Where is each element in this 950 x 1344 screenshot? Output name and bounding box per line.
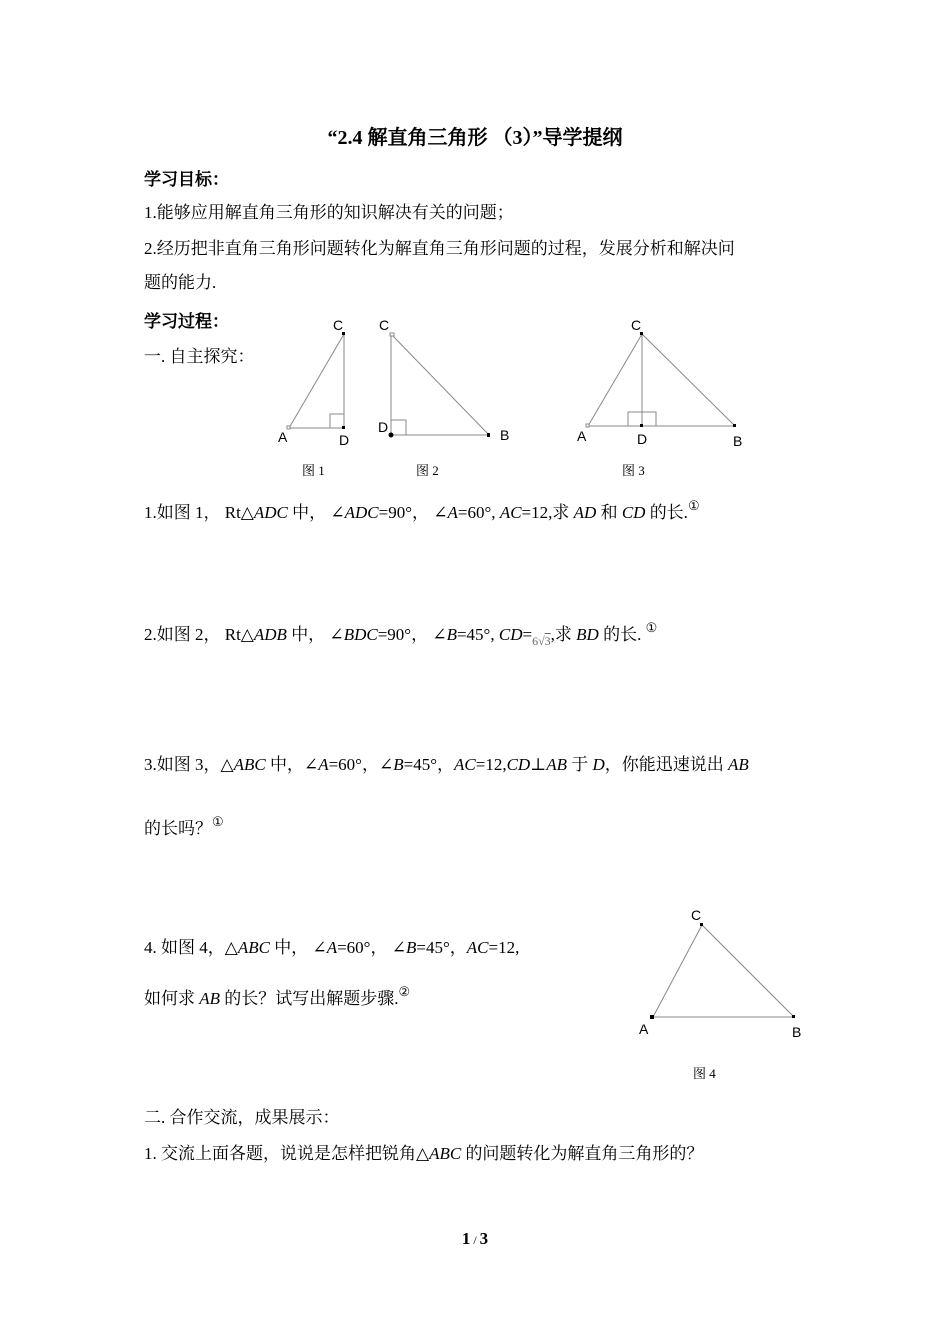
fig4-label-c: C (691, 907, 702, 923)
fig2-label-b: B (500, 427, 510, 443)
process-heading: 学习过程： (144, 312, 229, 331)
vertex-points-hollow (287, 333, 589, 429)
fig2-right-angle-mark (391, 420, 406, 435)
section-1-heading: 一. 自主探究： (144, 347, 255, 366)
difficulty-mark: ① (687, 498, 700, 513)
figure-1 (289, 334, 344, 428)
figure-3 (588, 334, 735, 426)
question-2: 2.如图 2， Rt△ADB 中， ∠BDC=90°， ∠B=45°, $CD=_{6√3}$,求 BD 的长. ① (144, 620, 658, 648)
fig4-point-c (700, 923, 703, 926)
fig3-label-b: B (733, 433, 743, 449)
fig3-label-d: D (637, 431, 648, 447)
goal-item-2-line-2: 题的能力. (144, 273, 217, 292)
question-4-line-1: 4. 如图 4，△ABC 中， ∠A=60°， ∠B=45°，AC=12, (144, 938, 520, 957)
section-2-heading: 二. 合作交流，成果展示： (144, 1108, 340, 1127)
difficulty-mark: ① (212, 814, 224, 829)
question-3-line-1: 3.如图 3，△ABC 中，∠A=60°，∠B=45°，AC=12,CD⊥AB 于 D，你能迅速说出 AB (144, 755, 749, 774)
fig1-label-c: C (333, 317, 344, 333)
fig4-caption: 图 4 (693, 1066, 716, 1081)
difficulty-mark: ① (645, 620, 658, 635)
goals-heading: 学习目标： (144, 170, 229, 189)
fig1-label-d: D (339, 432, 350, 448)
difficulty-mark: ② (398, 984, 411, 999)
fig2-label-c: C (379, 317, 390, 333)
section-2-item-1: 1. 交流上面各题，说说是怎样把锐角△ABC 的问题转化为解直角三角形的？ (144, 1144, 704, 1163)
page-title: “2.4 解直角三角形 （3）”导学提纲 (327, 127, 623, 149)
fig4-label-b: B (792, 1024, 802, 1040)
fig2-caption: 图 2 (416, 463, 439, 478)
fig2-point-d (389, 433, 394, 438)
fig3-label-a: A (577, 428, 587, 444)
fig1-caption: 图 1 (302, 463, 325, 478)
fig3-point-b (733, 424, 736, 427)
page-number: 1 / 3 (461, 1229, 489, 1248)
figure-4 (653, 925, 794, 1017)
fig4-point-a (650, 1015, 654, 1019)
fig4-side-cb (702, 925, 794, 1017)
fig2-point-c (390, 333, 394, 336)
fig3-point-d (640, 424, 643, 427)
goal-item-2-line-1: 2.经历把非直角三角形问题转化为解直角三角形问题的过程，发展分析和解决问 (144, 239, 735, 258)
fig3-caption: 图 3 (622, 463, 645, 478)
fig1-right-angle-mark (330, 414, 344, 428)
fig4-point-b (792, 1015, 795, 1018)
question-3-line-2: 的长吗？① (144, 814, 224, 838)
fig4-label-a: A (639, 1021, 649, 1037)
fig2-point-b (487, 433, 490, 437)
question-4-line-2: 如何求 AB 的长？试写出解题步骤.② (144, 984, 411, 1008)
figure-2 (391, 334, 489, 435)
fig3-point-a (586, 424, 589, 427)
question-1: 1.如图 1， Rt△ADC 中， ∠ADC=90°， ∠A=60°, AC=12,求 AD 和 CD 的长.① (144, 498, 700, 522)
goal-item-1: 1.能够应用解直角三角形的知识解决有关的问题； (144, 203, 514, 222)
fig3-label-c: C (631, 317, 642, 333)
sqrt-expression: 6√3 (532, 634, 551, 648)
fig2-label-d: D (378, 419, 389, 435)
fig1-point-d (342, 426, 345, 429)
fig4-side-ac (653, 925, 702, 1017)
fig1-label-a: A (278, 429, 288, 445)
fig1-point-a (287, 426, 290, 429)
